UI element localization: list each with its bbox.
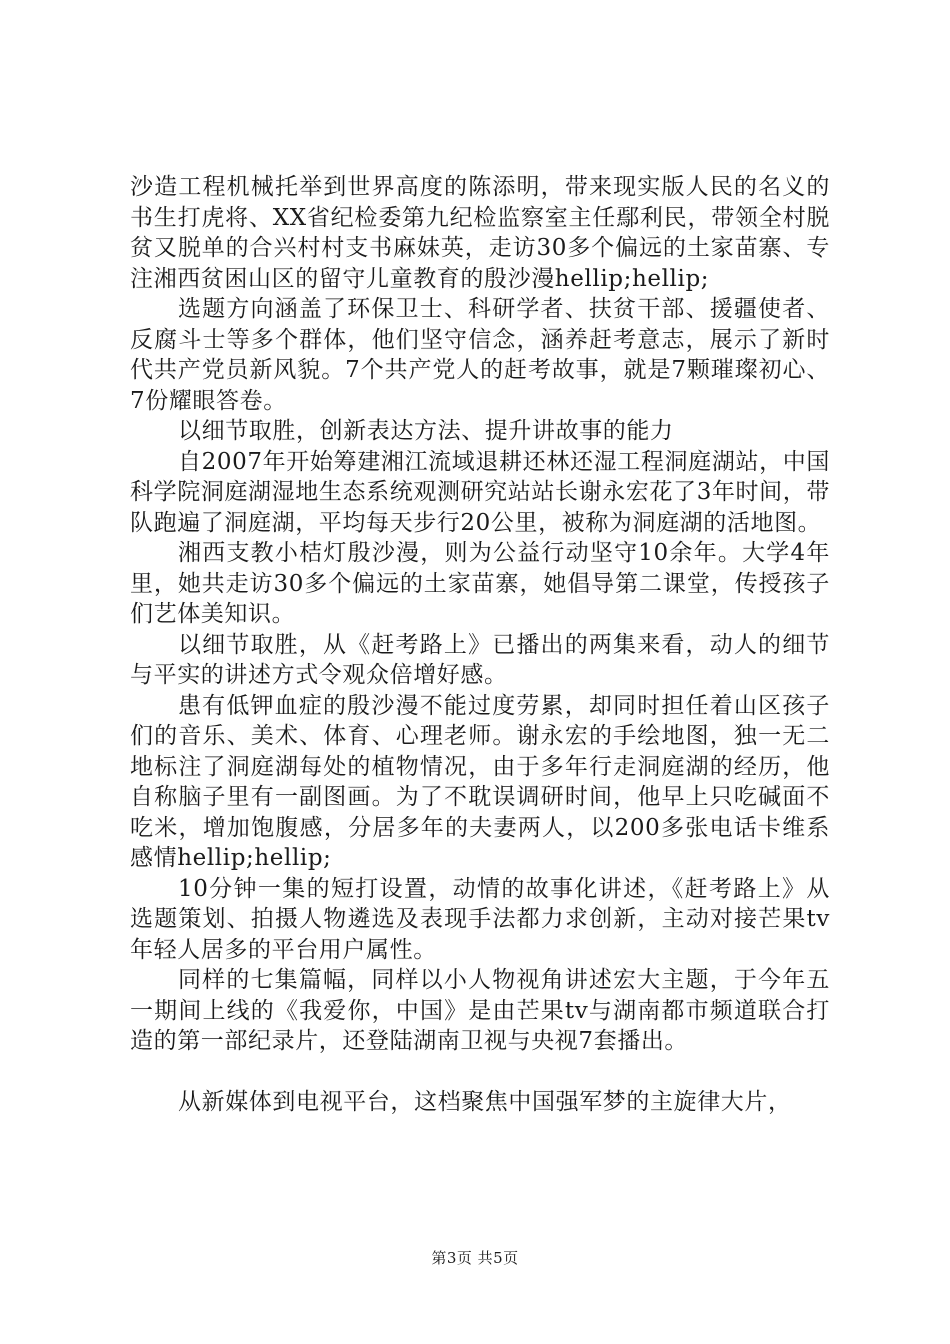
paragraph: 自2007年开始筹建湘江流域退耕还林还湿工程洞庭湖站，中国科学院洞庭湖湿地生态系统观测研究站站长谢永宏花了3年时间，带队跑遍了洞庭湖，平均每天步行20公里，被称为洞庭湖的活地图。 xyxy=(130,448,830,536)
paragraph: 患有低钾血症的殷沙漫不能过度劳累，却同时担任着山区孩子们的音乐、美术、体育、心理老师。谢永宏的手绘地图，独一无二地标注了洞庭湖每处的植物情况，由于多年行走洞庭湖的经历，他自称脑子里有一副图画。为了不耽误调研时间，他早上只吃碱面不吃米，增加饱腹感，分居多年的夫妻两人，以200多张电话卡维系感情hellip;hellip; xyxy=(130,692,830,871)
paragraph: 同样的七集篇幅，同样以小人物视角讲述宏大主题，于今年五一期间上线的《我爱你，中国》是由芒果tv与湖南都市频道联合打造的第一部纪录片，还登陆湖南卫视与央视7套播出。 xyxy=(130,967,830,1054)
document-body xyxy=(130,172,830,1117)
paragraph: 10分钟一集的短打设置，动情的故事化讲述，《赶考路上》从选题策划、拍摄人物遴选及表现手法都力求创新，主动对接芒果tv年轻人居多的平台用户属性。 xyxy=(130,875,830,963)
paragraph: 湘西支教小桔灯殷沙漫，则为公益行动坚守10余年。大学4年里，她共走访30多个偏远的土家苗寨，她倡导第二课堂，传授孩子们艺体美知识。 xyxy=(130,540,830,627)
paragraph-continuation: 沙造工程机械托举到世界高度的陈添明，带来现实版人民的名义的书生打虎将、XX省纪检委第九纪检监察室主任鄢利民，带领全村脱贫又脱单的合兴村村支书麻妹英，走访30多个偏远的土家苗寨、专注湘西贫困山区的留守儿童教育的殷沙漫hellip;hellip; xyxy=(130,174,830,292)
paragraph: 以细节取胜，从《赶考路上》已播出的两集来看，动人的细节与平实的讲述方式令观众倍增好感。 xyxy=(130,631,830,688)
paragraph: 从新媒体到电视平台，这档聚焦中国强军梦的主旋律大片， xyxy=(178,1088,792,1115)
section-heading: 以细节取胜，创新表达方法、提升讲故事的能力 xyxy=(178,418,674,444)
page-number-footer: 第3页 共5页 xyxy=(431,1249,519,1267)
paragraph: 选题方向涵盖了环保卫士、科研学者、扶贫干部、援疆使者、反腐斗士等多个群体，他们坚守信念，涵养赶考意志，展示了新时代共产党员新风貌。7个共产党人的赶考故事，就是7颗璀璨初心、7份耀眼答卷。 xyxy=(130,296,830,414)
